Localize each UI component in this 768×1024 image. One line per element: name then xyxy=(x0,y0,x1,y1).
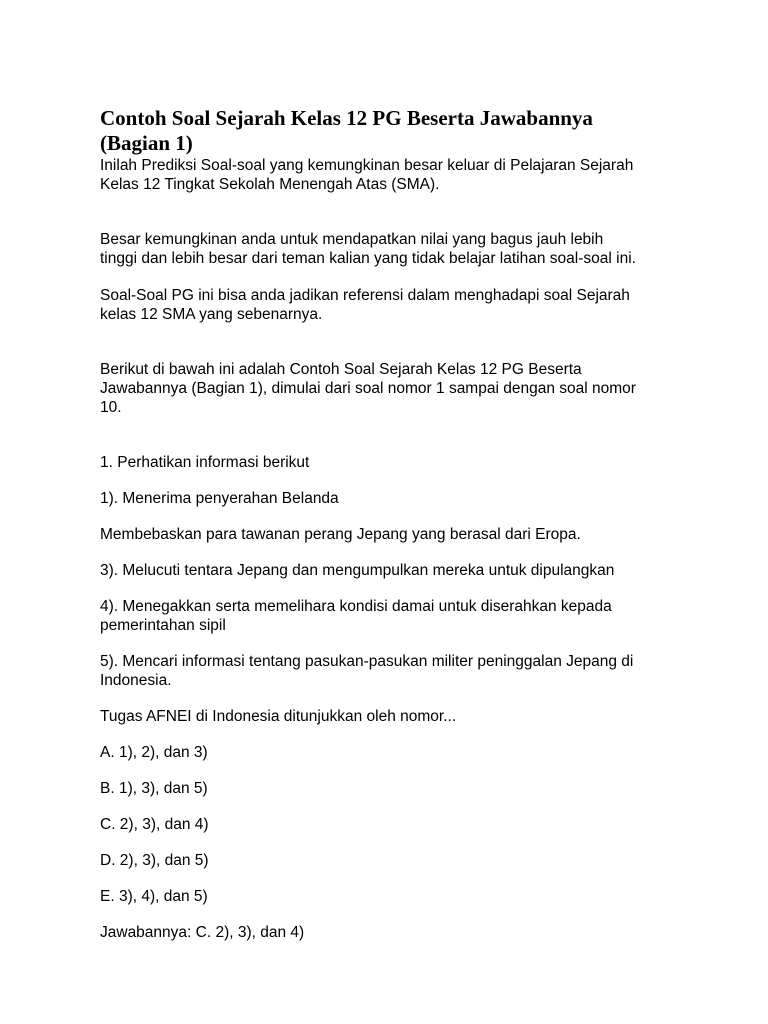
paragraph-3 xyxy=(100,286,700,324)
question-1-item-4-line-2: pemerintahan sipil xyxy=(100,617,226,634)
paragraph-4 xyxy=(100,360,700,417)
question-1-item-5 xyxy=(100,652,700,690)
option-a: A. 1), 2), dan 3) xyxy=(100,744,208,761)
option-b: B. 1), 3), dan 5) xyxy=(100,780,208,797)
option-c: C. 2), 3), dan 4) xyxy=(100,816,209,833)
paragraph-3-line-2: kelas 12 SMA yang sebenarnya. xyxy=(100,306,323,323)
paragraph-4-line-3: 10. xyxy=(100,399,122,416)
title-line-1: Contoh Soal Sejarah Kelas 12 PG Beserta Jawabannya xyxy=(100,106,593,130)
paragraph-2 xyxy=(100,230,700,268)
answer-line: Jawabannya: C. 2), 3), dan 4) xyxy=(100,924,305,941)
question-1-heading: 1. Perhatikan informasi berikut xyxy=(100,454,310,471)
paragraph-4-line-1: Berikut di bawah ini adalah Contoh Soal Sejarah Kelas 12 PG Beserta xyxy=(100,361,582,378)
intro-line-1: Inilah Prediksi Soal-soal yang kemungkinan besar keluar di Pelajaran Sejarah xyxy=(100,157,634,174)
paragraph-2-line-1: Besar kemungkinan anda untuk mendapatkan nilai yang bagus jauh lebih xyxy=(100,231,604,248)
option-e: E. 3), 4), dan 5) xyxy=(100,888,208,905)
question-1-item-5-line-2: Indonesia. xyxy=(100,672,172,689)
question-1-item-3: 3). Melucuti tentara Jepang dan mengumpulkan mereka untuk dipulangkan xyxy=(100,562,615,579)
paragraph-4-line-2: Jawabannya (Bagian 1), dimulai dari soal nomor 1 sampai dengan soal nomor xyxy=(100,380,636,397)
document-title xyxy=(100,106,700,156)
question-1-item-1: 1). Menerima penyerahan Belanda xyxy=(100,490,339,507)
question-1-item-4-line-1: 4). Menegakkan serta memelihara kondisi damai untuk diserahkan kepada xyxy=(100,598,612,615)
title-line-2: (Bagian 1) xyxy=(100,131,193,155)
question-1-prompt: Tugas AFNEI di Indonesia ditunjukkan oleh nomor... xyxy=(100,708,457,725)
paragraph-2-line-2: tinggi dan lebih besar dari teman kalian yang tidak belajar latihan soal-soal ini. xyxy=(100,250,636,267)
intro-paragraph xyxy=(100,156,700,194)
question-1-item-5-line-1: 5). Mencari informasi tentang pasukan-pasukan militer peninggalan Jepang di xyxy=(100,653,634,670)
option-d: D. 2), 3), dan 5) xyxy=(100,852,209,869)
document-body xyxy=(100,106,700,942)
paragraph-3-line-1: Soal-Soal PG ini bisa anda jadikan referensi dalam menghadapi soal Sejarah xyxy=(100,287,630,304)
intro-line-2: Kelas 12 Tingkat Sekolah Menengah Atas (SMA). xyxy=(100,176,440,193)
question-1-item-2: Membebaskan para tawanan perang Jepang yang berasal dari Eropa. xyxy=(100,526,581,543)
question-1-item-4 xyxy=(100,597,700,635)
